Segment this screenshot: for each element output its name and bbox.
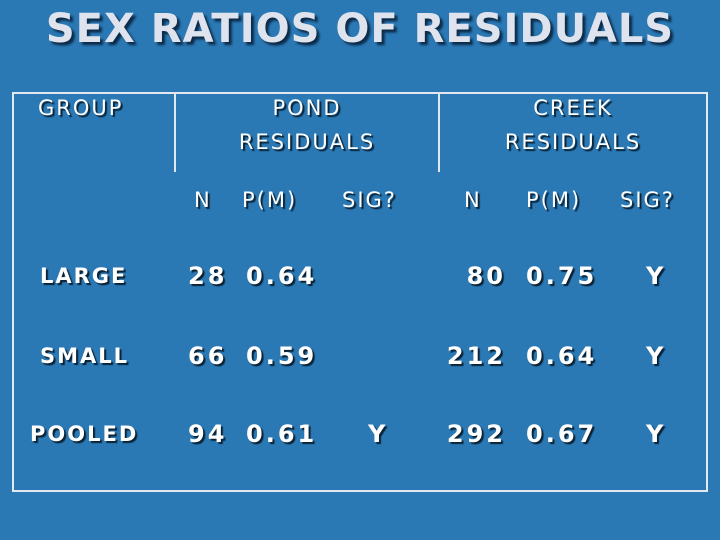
- table-border-bottom: [12, 490, 708, 492]
- small-pond-n: 66: [188, 342, 228, 370]
- large-pond-pm: 0.64: [246, 262, 318, 290]
- pooled-creek-n: 292: [446, 420, 506, 448]
- large-creek-n: 80: [466, 262, 506, 290]
- header-creek-line2: RESIDUALS: [504, 130, 642, 154]
- subheader-creek-sig: SIG?: [620, 188, 675, 212]
- subheader-pond-pm: P(M): [242, 188, 298, 212]
- table-border-top: [12, 92, 708, 94]
- pooled-creek-sig: Y: [646, 420, 667, 448]
- row-label-pooled: POOLED: [30, 422, 139, 446]
- subheader-pond-sig: SIG?: [342, 188, 397, 212]
- table-border-right: [706, 92, 708, 492]
- residuals-table: [12, 92, 708, 492]
- subheader-creek-pm: P(M): [526, 188, 582, 212]
- small-creek-pm: 0.64: [526, 342, 598, 370]
- large-pond-n: 28: [188, 262, 228, 290]
- subheader-pond-n: N: [194, 188, 212, 212]
- header-group: GROUP: [38, 96, 124, 120]
- pooled-pond-n: 94: [188, 420, 228, 448]
- large-creek-pm: 0.75: [526, 262, 598, 290]
- small-pond-pm: 0.59: [246, 342, 318, 370]
- small-creek-n: 212: [446, 342, 506, 370]
- large-creek-sig: Y: [646, 262, 667, 290]
- row-label-large: LARGE: [40, 264, 128, 288]
- header-pond-line1: POND: [272, 96, 342, 120]
- pooled-pond-pm: 0.61: [246, 420, 318, 448]
- table-border-left: [12, 92, 14, 492]
- small-creek-sig: Y: [646, 342, 667, 370]
- pooled-creek-pm: 0.67: [526, 420, 598, 448]
- pooled-pond-sig: Y: [368, 420, 389, 448]
- header-creek-line1: CREEK: [533, 96, 613, 120]
- row-label-small: SMALL: [40, 344, 130, 368]
- page-title: SEX RATIOS OF RESIDUALS: [45, 6, 675, 52]
- header-pond-line2: RESIDUALS: [238, 130, 376, 154]
- subheader-creek-n: N: [464, 188, 482, 212]
